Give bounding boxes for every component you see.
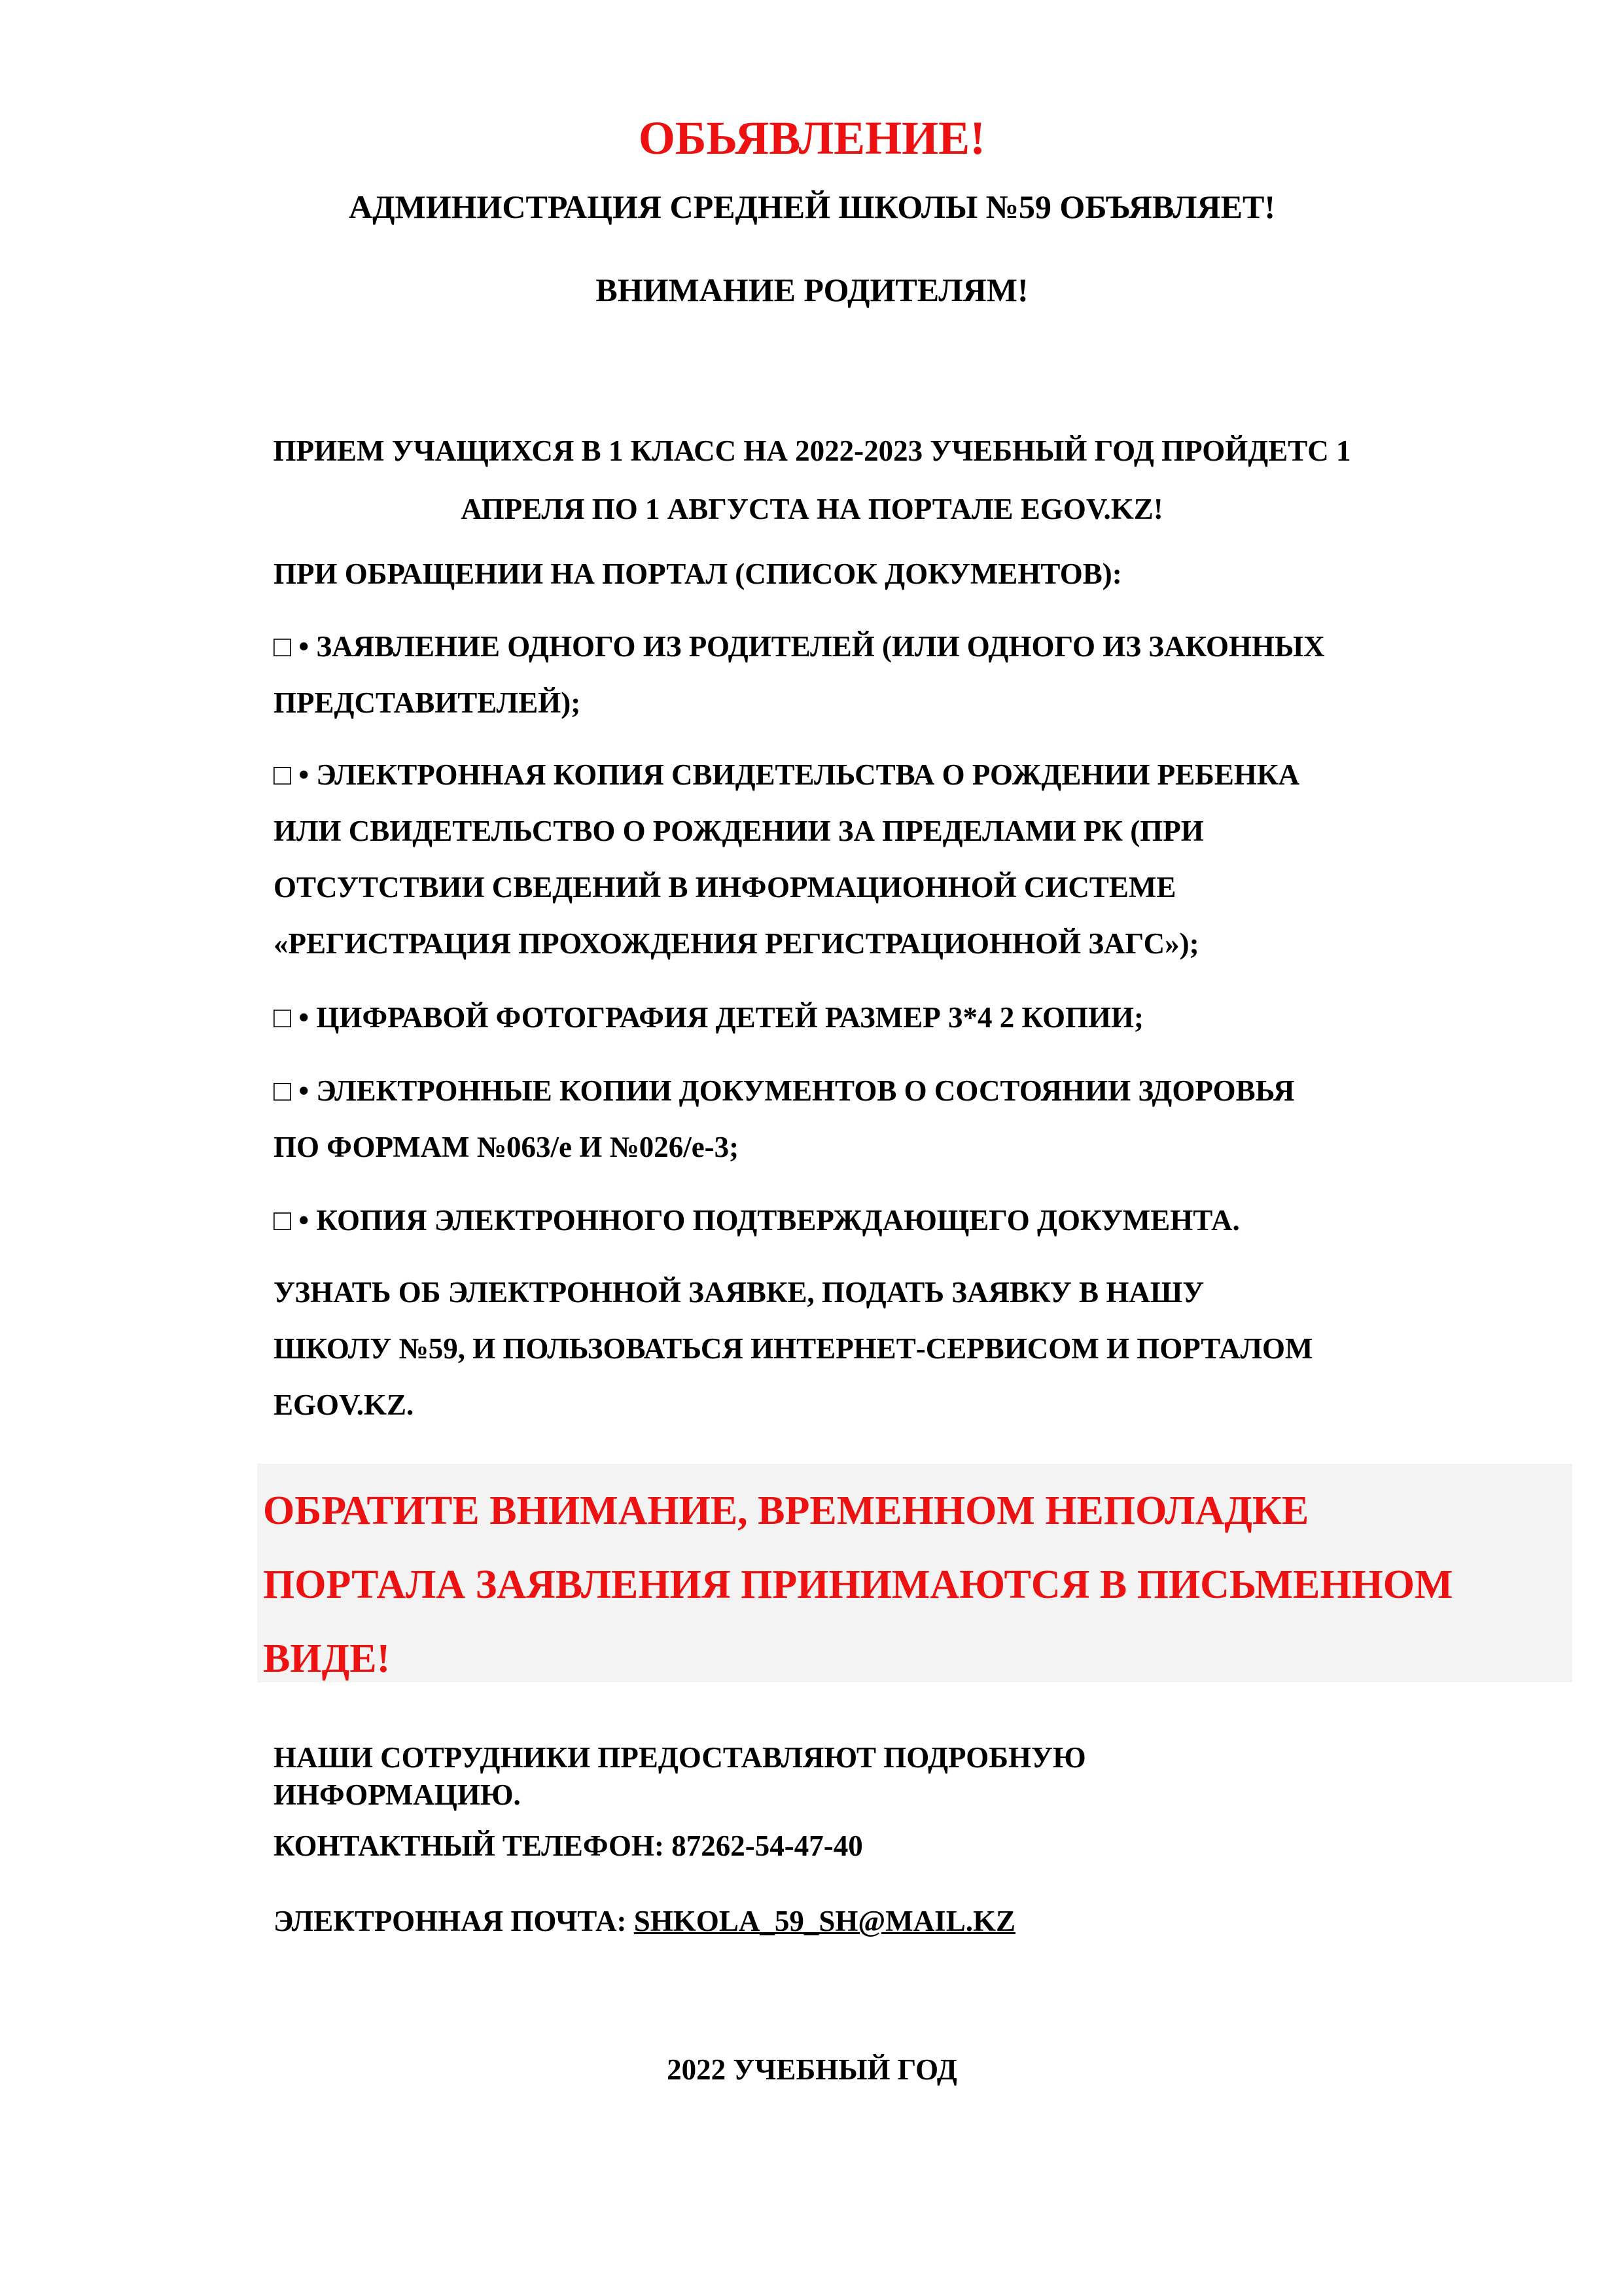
staff-info xyxy=(274,1739,1086,1814)
notice-line: ОБРАТИТЕ ВНИМАНИЕ, ВРЕМЕННОМ НЕПОЛАДКЕ xyxy=(263,1489,1309,1533)
staff-line-1: НАШИ СОТРУДНИКИ ПРЕДОСТАВЛЯЮТ ПОДРОБНУЮ xyxy=(274,1741,1086,1774)
document-item-line: ПО ФОРМАМ №063/е И №026/е-3; xyxy=(274,1131,739,1163)
document-item-line: □ • ЭЛЕКТРОННАЯ КОПИЯ СВИДЕТЕЛЬСТВА О РОЖДЕНИИ РЕБЕНКА xyxy=(274,758,1300,791)
info-line: ШКОЛУ №59, И ПОЛЬЗОВАТЬСЯ ИНТЕРНЕТ-СЕРВИСОМ И ПОРТАЛОМ xyxy=(274,1332,1313,1365)
document-item-line: □ • ЦИФРАВОЙ ФОТОГРАФИЯ ДЕТЕЙ РАЗМЕР 3*4 2 КОПИИ; xyxy=(274,1001,1144,1034)
email-label: ЭЛЕКТРОННАЯ ПОЧТА: xyxy=(274,1905,634,1937)
document-item-line: □ • ЭЛЕКТРОННЫЕ КОПИИ ДОКУМЕНТОВ О СОСТОЯНИИ ЗДОРОВЬЯ xyxy=(274,1074,1295,1107)
parents-attention-line: ВНИМАНИЕ РОДИТЕЛЯМ! xyxy=(595,272,1029,308)
announcement-title: ОБЬЯВЛЕНИЕ! xyxy=(638,112,986,164)
document-item-line: «РЕГИСТРАЦИЯ ПРОХОЖДЕНИЯ РЕГИСТРАЦИОННОЙ ЗАГС»); xyxy=(274,927,1199,960)
document-item-line: □ • КОПИЯ ЭЛЕКТРОННОГО ПОДТВЕРЖДАЮЩЕГО ДОКУМЕНТА. xyxy=(274,1204,1240,1237)
administration-line: АДМИНИСТРАЦИЯ СРЕДНЕЙ ШКОЛЫ №59 ОБЪЯВЛЯЕТ! xyxy=(349,188,1275,225)
contact-phone: КОНТАКТНЫЙ ТЕЛЕФОН: 87262-54-47-40 xyxy=(274,1829,863,1862)
documents-heading: ПРИ ОБРАЩЕНИИ НА ПОРТАЛ (СПИСОК ДОКУМЕНТОВ): xyxy=(274,557,1122,590)
academic-year-footer: 2022 УЧЕБНЫЙ ГОД xyxy=(667,2053,957,2086)
document-item-photo xyxy=(274,989,1556,1046)
document-item-birth-certificate xyxy=(274,747,1556,972)
info-line: EGOV.KZ. xyxy=(274,1388,414,1421)
document-item-line: ОТСУТСТВИИ СВЕДЕНИЙ В ИНФОРМАЦИОННОЙ СИСТЕМЕ xyxy=(274,871,1176,904)
intake-line-1: ПРИЕМ УЧАЩИХСЯ В 1 КЛАСС НА 2022-2023 УЧЕБНЫЙ ГОД ПРОЙДЕТС 1 xyxy=(273,434,1351,467)
document-item-confirmation xyxy=(274,1192,1556,1248)
info-line: УЗНАТЬ ОБ ЭЛЕКТРОННОЙ ЗАЯВКЕ, ПОДАТЬ ЗАЯВКУ В НАШУ xyxy=(274,1276,1205,1309)
notice-line: ПОРТАЛА ЗАЯВЛЕНИЯ ПРИНИМАЮТСЯ В ПИСЬМЕННОМ xyxy=(263,1563,1453,1607)
document-item-line: ИЛИ СВИДЕТЕЛЬСТВО О РОЖДЕНИИ ЗА ПРЕДЕЛАМИ РК (ПРИ xyxy=(274,815,1204,847)
document-item-application xyxy=(274,618,1556,731)
notice-line: ВИДЕ! xyxy=(263,1636,391,1681)
email-link[interactable]: SHKOLA_59_SH@MAIL.KZ xyxy=(633,1905,1015,1937)
document-item-health-forms xyxy=(274,1063,1556,1175)
document-item-line: ПРЕДСТАВИТЕЛЕЙ); xyxy=(274,686,581,719)
info-paragraph xyxy=(274,1264,1556,1433)
contact-email-line xyxy=(274,1904,1015,1938)
portal-outage-notice xyxy=(263,1474,1453,1696)
staff-line-2: ИНФОРМАЦИЮ. xyxy=(274,1778,521,1811)
document-item-line: □ • ЗАЯВЛЕНИЕ ОДНОГО ИЗ РОДИТЕЛЕЙ (ИЛИ ОДНОГО ИЗ ЗАКОННЫХ xyxy=(274,630,1325,663)
intake-line-2: АПРЕЛЯ ПО 1 АВГУСТА НА ПОРТАЛЕ EGOV.KZ! xyxy=(461,493,1163,525)
intake-announcement xyxy=(0,422,1624,539)
